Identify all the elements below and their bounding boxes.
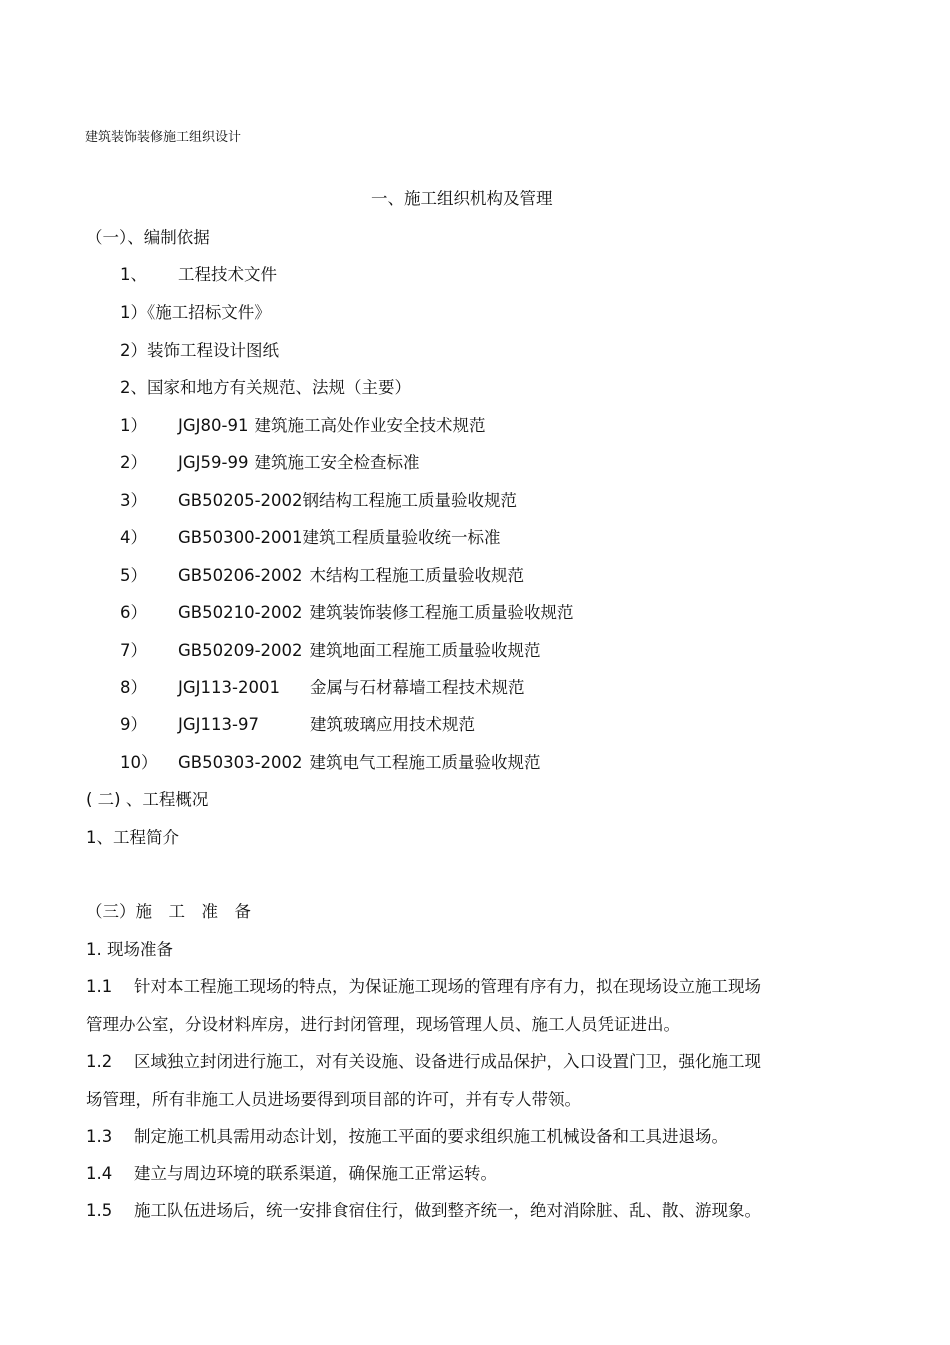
section3-subheading: 1. 现场准备 <box>86 940 173 959</box>
reference-name: 金属与石材幕墙工程技术规范 <box>310 678 525 697</box>
reference-number: 7） <box>120 641 147 660</box>
section1-sub2: 2）装饰工程设计图纸 <box>120 341 279 360</box>
paragraph-text: 区域独立封闭进行施工，对有关设施、设备进行成品保护，入口设置门卫，强化施工现 <box>134 1052 761 1071</box>
paragraph-1-3 <box>86 1126 728 1148</box>
reference-row <box>120 752 541 774</box>
reference-row <box>120 527 501 549</box>
reference-name: 建筑工程质量验收统一标准 <box>302 528 501 547</box>
section2-item1: 1、工程简介 <box>86 828 179 847</box>
reference-code: JGJ113-2001 <box>178 678 280 697</box>
section1-item1 <box>120 264 277 286</box>
reference-number: 2） <box>120 453 147 472</box>
reference-name: 建筑施工高处作业安全技术规范 <box>254 416 486 435</box>
reference-code: GB50206-2002 <box>178 566 303 585</box>
reference-row <box>120 640 541 662</box>
paragraph-text: 施工队伍进场后，统一安排食宿住行，做到整齐统一，绝对消除脏、乱、散、游现象。 <box>134 1201 761 1220</box>
item-text: 工程技术文件 <box>178 265 277 284</box>
reference-name: 钢结构工程施工质量验收规范 <box>302 491 518 510</box>
section1-heading: （一）、编制依据 <box>86 228 210 247</box>
reference-name: 建筑装饰装修工程施工质量验收规范 <box>309 603 574 622</box>
reference-row <box>120 490 517 512</box>
reference-code: GB50300-2001 <box>178 528 303 547</box>
reference-number: 1） <box>120 416 147 435</box>
reference-number: 8） <box>120 678 147 697</box>
reference-code: GB50209-2002 <box>178 641 303 660</box>
reference-code: GB50303-2002 <box>178 753 303 772</box>
paragraph-1-1-continued: 管理办公室，分设材料库房，进行封闭管理，现场管理人员、施工人员凭证进出。 <box>86 1015 680 1034</box>
reference-code: GB50210-2002 <box>178 603 303 622</box>
paragraph-1-2-continued: 场管理，所有非施工人员进场要得到项目部的许可，并有专人带领。 <box>86 1090 581 1109</box>
paragraph-number: 1.5 <box>86 1201 113 1220</box>
section1-item2: 2、国家和地方有关规范、法规（主要） <box>120 378 411 397</box>
reference-number: 10） <box>120 753 158 772</box>
paragraph-text: 建立与周边环境的联系渠道，确保施工正常运转。 <box>134 1164 497 1183</box>
reference-number: 4） <box>120 528 147 547</box>
reference-name: 建筑施工安全检查标准 <box>254 453 420 472</box>
reference-name: 木结构工程施工质量验收规范 <box>309 566 525 585</box>
reference-name: 建筑电气工程施工质量验收规范 <box>309 753 541 772</box>
reference-name: 建筑玻璃应用技术规范 <box>310 715 475 734</box>
section1-sub1: 1）《施工招标文件》 <box>120 303 271 322</box>
reference-code: JGJ59-99 <box>178 453 249 472</box>
reference-name: 建筑地面工程施工质量验收规范 <box>309 641 541 660</box>
item-number: 1、 <box>120 265 147 284</box>
paragraph-number: 1.1 <box>86 977 113 996</box>
paragraph-number: 1.2 <box>86 1052 113 1071</box>
section3-heading: （三）施 工 准 备 <box>86 902 251 921</box>
section2-heading: ( 二) 、工程概况 <box>86 790 209 809</box>
reference-code: JGJ80-91 <box>178 416 249 435</box>
reference-row <box>120 714 475 736</box>
paragraph-number: 1.4 <box>86 1164 113 1183</box>
reference-row <box>120 452 419 474</box>
paragraph-number: 1.3 <box>86 1127 113 1146</box>
paragraph-text: 针对本工程施工现场的特点，为保证施工现场的管理有序有力，拟在现场设立施工现场 <box>134 977 761 996</box>
paragraph-1-1 <box>86 976 761 998</box>
reference-row <box>120 677 525 699</box>
paragraph-1-5 <box>86 1200 761 1222</box>
paragraph-1-4 <box>86 1163 497 1185</box>
reference-row <box>120 565 524 587</box>
reference-number: 9） <box>120 715 147 734</box>
reference-number: 5） <box>120 566 147 585</box>
reference-code: JGJ113-97 <box>178 715 259 734</box>
paragraph-1-2 <box>86 1051 761 1073</box>
reference-row <box>120 415 485 437</box>
reference-code: GB50205-2002 <box>178 491 303 510</box>
page-header: 建筑装饰装修施工组织设计 <box>85 130 242 145</box>
reference-number: 3） <box>120 491 147 510</box>
reference-row <box>120 602 574 624</box>
reference-number: 6） <box>120 603 147 622</box>
paragraph-text: 制定施工机具需用动态计划，按施工平面的要求组织施工机械设备和工具进退场。 <box>134 1127 728 1146</box>
document-title: 一、施工组织机构及管理 <box>371 189 553 208</box>
